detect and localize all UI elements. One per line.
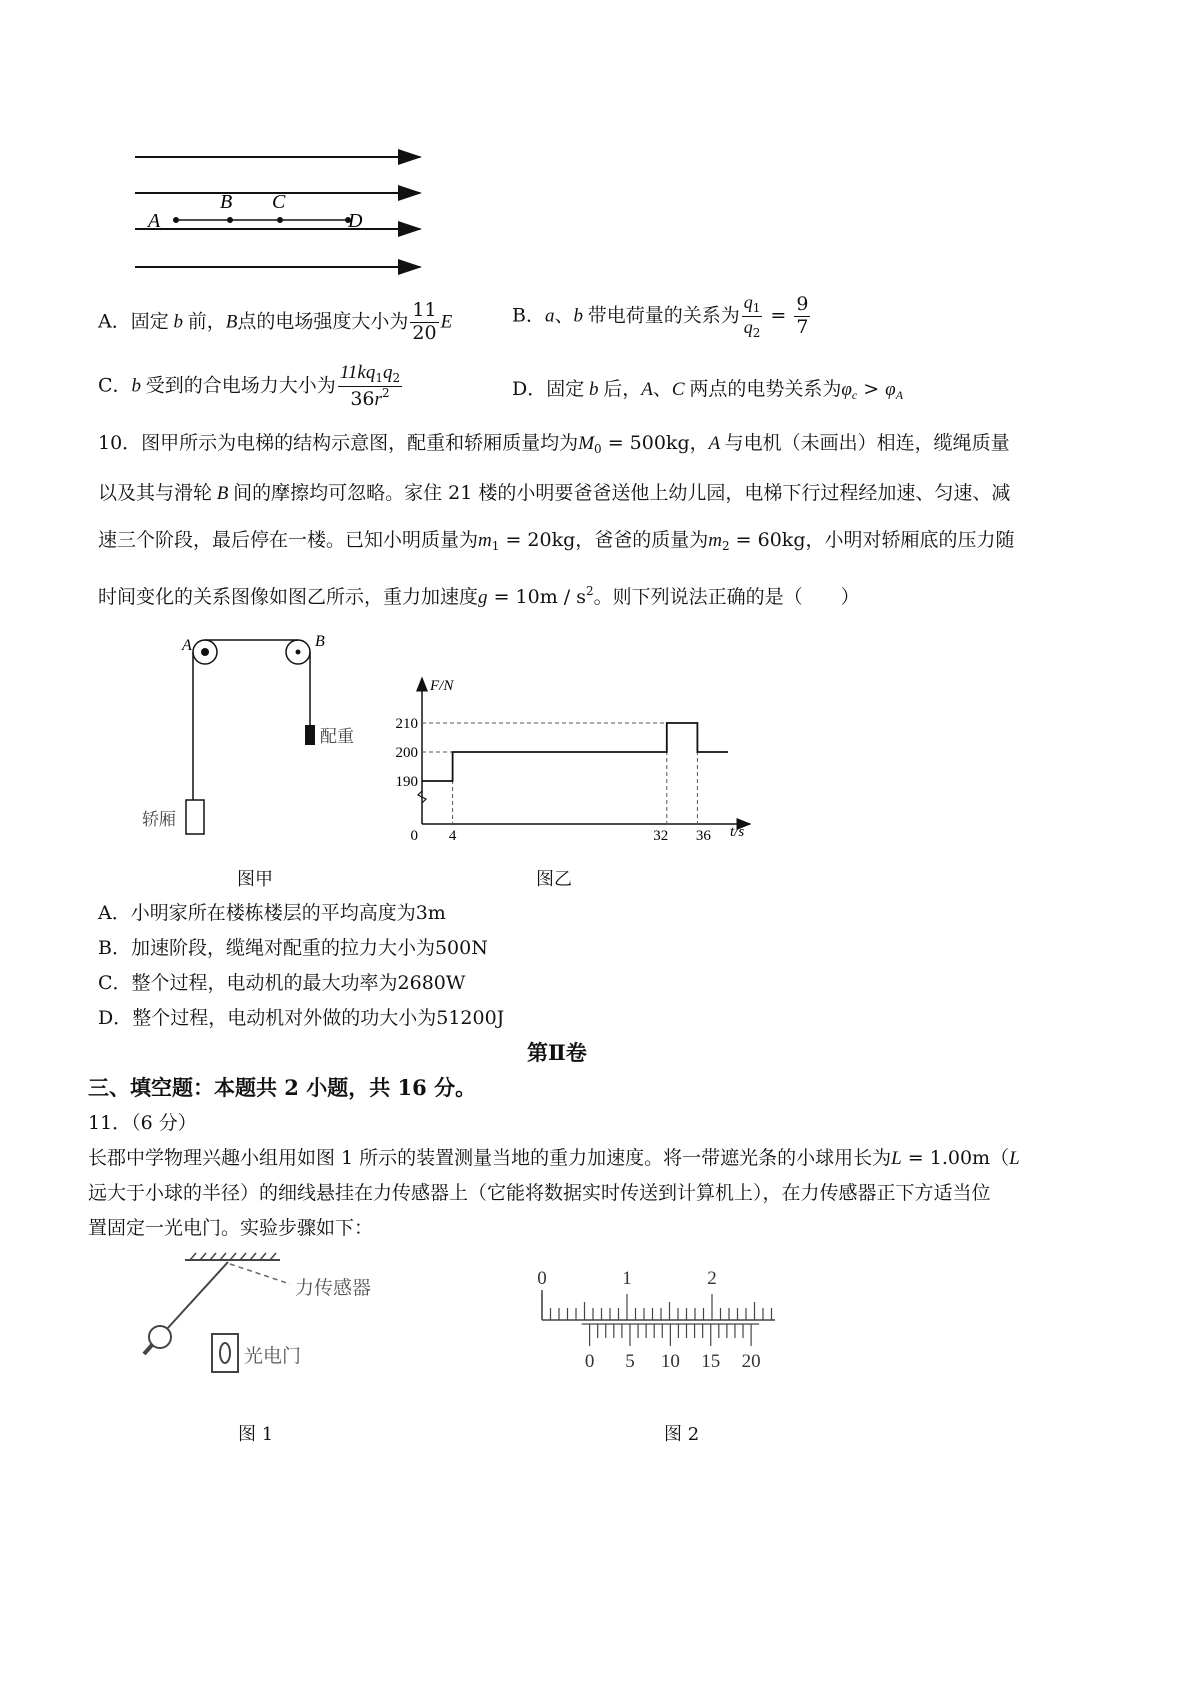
- vernier-scale-label: 10: [660, 1351, 680, 1372]
- car-label: 轿厢: [142, 810, 176, 830]
- main-scale-label: 0: [537, 1268, 547, 1289]
- vernier-scale-label: 15: [701, 1351, 721, 1372]
- shading-strip: [144, 1345, 152, 1354]
- chart-plot-area: [396, 678, 751, 844]
- counterweight-label: 配重: [320, 727, 354, 747]
- caption-fig1: 图 1: [238, 1424, 274, 1445]
- q10-option-C: C．整个过程，电动机的最大功率为2680W: [98, 972, 466, 994]
- label-A: A: [148, 210, 161, 232]
- y-tick-label-210: 210: [395, 716, 418, 732]
- q11-line-2: 远大于小球的半径）的细线悬挂在力传感器上（它能将数据实时传送到计算机上），在力传感器正下方适当位: [88, 1182, 991, 1204]
- origin-label: 0: [410, 828, 418, 844]
- pulley-B-label: B: [315, 633, 325, 650]
- label-D: D: [348, 210, 363, 232]
- pulley-A-label: A: [182, 637, 192, 654]
- car-box: [186, 800, 204, 834]
- q10-line-1: 10．图甲所示为电梯的结构示意图，配重和轿厢质量均为$M_0 = 500kg$，A 与电机（未画出）相连，缆绳质量: [98, 432, 1010, 456]
- counterweight-block: [305, 725, 315, 745]
- photogate: [212, 1334, 238, 1372]
- string: [166, 1262, 228, 1330]
- q9-option-C: C．b 受到的合电场力大小为 $\frac{11kq_1q_2}{36r^2}$: [98, 362, 401, 410]
- q10-line-3: 速三个阶段，最后停在一楼。已知小明质量为$m_1 = 20kg$，爸爸的质量为$m_2 = 60kg$，小明对轿厢底的压力随: [98, 529, 1015, 553]
- y-tick-label-190: 190: [395, 774, 418, 790]
- y-axis-label: F/N: [430, 678, 454, 694]
- x-axis-label: t/s: [730, 824, 745, 840]
- part-three-heading: 三、填空题：本题共 2 小题，共 16 分。: [88, 1075, 477, 1100]
- sensor-label: 力传感器: [295, 1277, 372, 1299]
- point-A: [173, 217, 179, 223]
- volume-heading: 第Ⅱ卷: [527, 1040, 587, 1065]
- q10-line-2: 以及其与滑轮 B 间的摩擦均可忽略。家住 21 楼的小明要爸爸送他上幼儿园，电梯下行过程经加速、匀速、减: [98, 482, 1011, 504]
- vernier-caliper-figure: [530, 1262, 790, 1377]
- caption-jia: 图甲: [237, 869, 273, 890]
- q9-option-D: D．固定 b 后，A、C 两点的电势关系为$\varphi_c > \varphi_A$: [512, 378, 904, 402]
- caption-yi: 图乙: [536, 869, 572, 890]
- x-tick-label-36: 36: [695, 828, 711, 844]
- vernier-scale-label: 0: [584, 1351, 595, 1372]
- q10-line-4: 时间变化的关系图像如图乙所示，重力加速度$g = 10m / s^2$。则下列说法正确的是（ ）: [98, 584, 860, 608]
- pendulum-figure: [130, 1250, 430, 1400]
- label-B: B: [220, 191, 233, 213]
- ball: [149, 1326, 171, 1348]
- force-time-chart: [395, 668, 770, 868]
- vernier-scale-label: 20: [741, 1351, 761, 1372]
- point-C: [277, 217, 283, 223]
- q11-line-1: 长郡中学物理兴趣小组用如图 1 所示的装置测量当地的重力加速度。将一带遮光条的小球用长为L = 1.00m（L: [88, 1147, 1020, 1169]
- gate-label: 光电门: [244, 1345, 302, 1367]
- caption-fig2: 图 2: [664, 1424, 700, 1445]
- sensor-pointer: [230, 1264, 290, 1284]
- label-C: C: [272, 191, 286, 213]
- q11-line-3: 置固定一光电门。实验步骤如下：: [88, 1217, 374, 1239]
- main-scale-label: 2: [707, 1268, 717, 1289]
- x-tick-label-4: 4: [448, 828, 457, 844]
- force-series-line: [422, 723, 728, 781]
- vernier-scale-label: 5: [625, 1351, 635, 1372]
- q9-option-B: B．a、b 带电荷量的关系为 $\frac{q_1}{q_2}$ = $\frac{9}{7}$: [512, 292, 809, 340]
- q10-option-B: B．加速阶段，缆绳对配重的拉力大小为500N: [98, 937, 488, 959]
- q10-option-D: D．整个过程，电动机对外做的功大小为51200J: [98, 1007, 505, 1029]
- elevator-schematic: [140, 630, 380, 860]
- y-tick-label-200: 200: [395, 745, 418, 761]
- q10-option-A: A．小明家所在楼栋楼层的平均高度为3m: [98, 902, 446, 924]
- q11-heading: 11．（6 分）: [88, 1112, 197, 1134]
- x-tick-label-32: 32: [653, 828, 669, 844]
- point-B: [227, 217, 233, 223]
- field-lines-figure: [120, 130, 430, 280]
- main-scale-label: 1: [622, 1268, 632, 1289]
- ceiling-hatch: [190, 1253, 276, 1260]
- q9-option-A: A．固定 b 前，B点的电场强度大小为 $\frac{11}{20}$ E: [98, 299, 453, 344]
